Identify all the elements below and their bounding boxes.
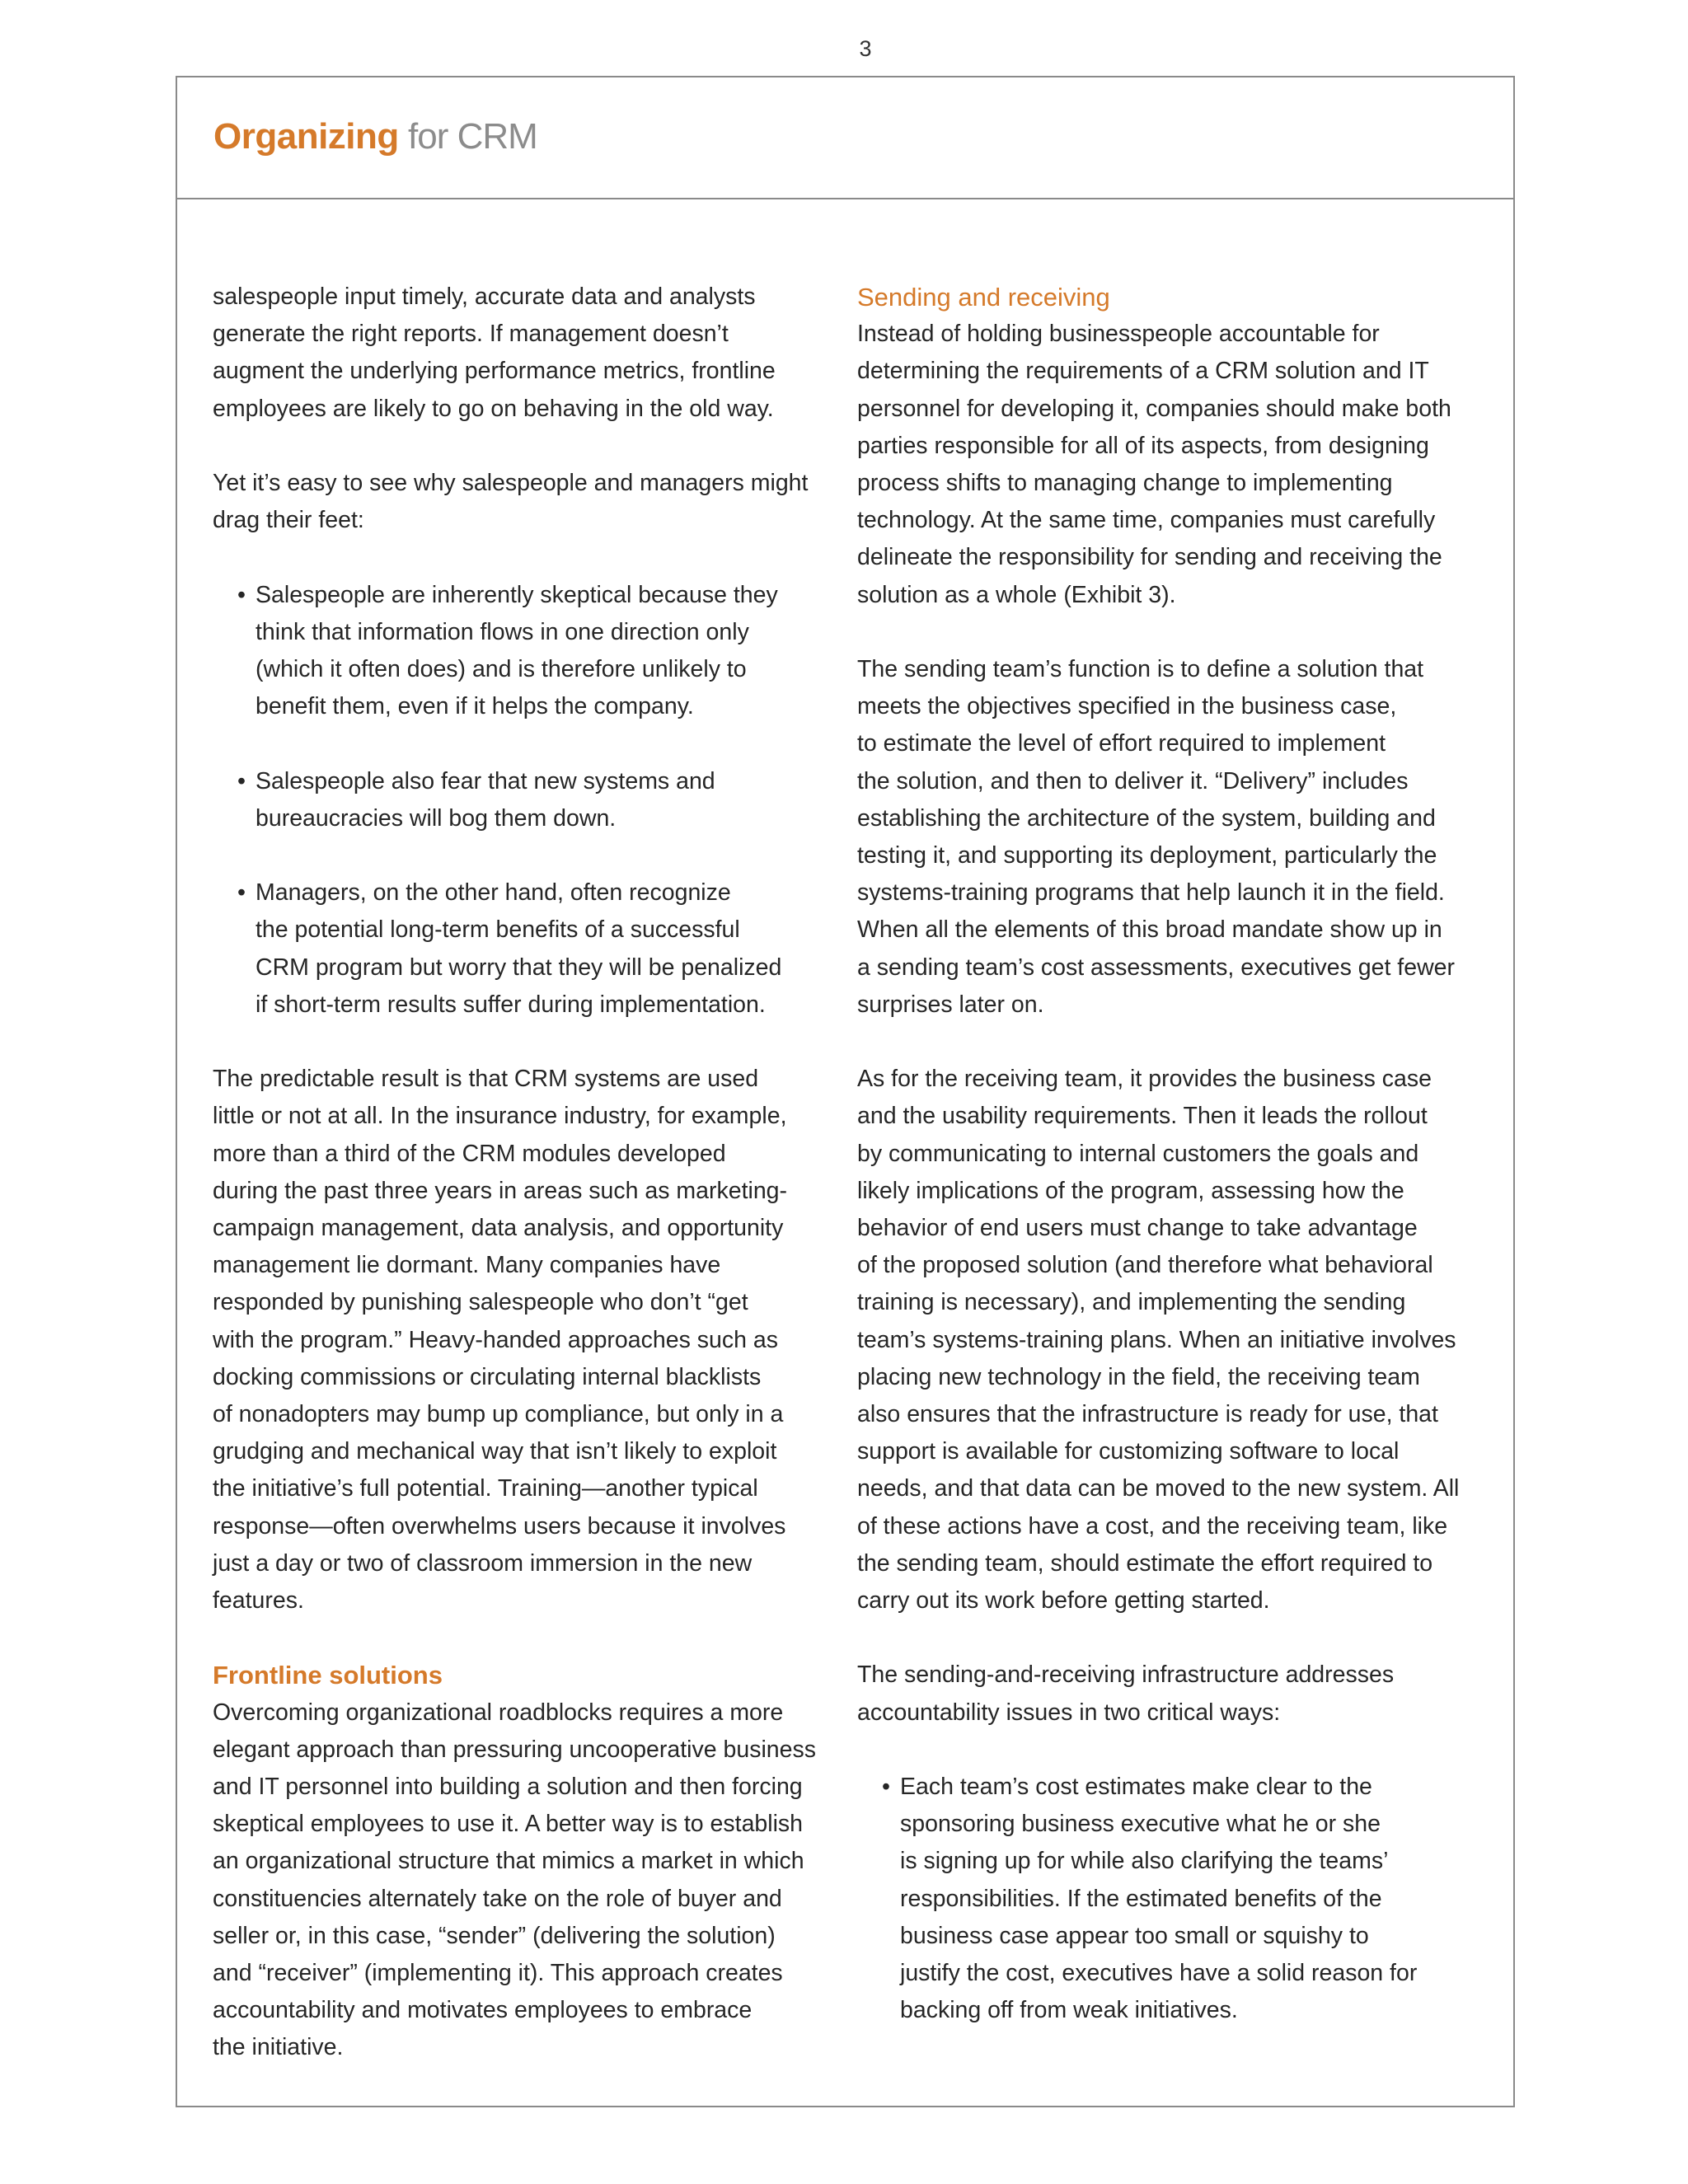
text-line: with the program.” Heavy-handed approaches such as	[213, 1326, 778, 1353]
section-title-light: for CRM	[398, 116, 537, 157]
text-line: campaign management, data analysis, and opportunity	[213, 1215, 784, 1241]
text-line: backing off from weak initiatives.	[900, 1997, 1238, 2024]
text-line: to estimate the level of effort required to implement	[857, 730, 1386, 757]
text-line: establishing the architecture of the system, building and	[857, 804, 1436, 832]
text-line: responded by punishing salespeople who don’t “get	[213, 1289, 748, 1316]
text-line: bureaucracies will bog them down.	[256, 804, 617, 832]
text-line: of the proposed solution (and therefore what behavioral	[857, 1252, 1433, 1279]
text-line: parties responsible for all of its aspects, from designing	[857, 432, 1429, 459]
text-line: Managers, on the other hand, often recognize	[256, 879, 731, 907]
text-line: of these actions have a cost, and the receiving team, like	[857, 1512, 1448, 1540]
text-line: and the usability requirements. Then it leads the rollout	[857, 1103, 1428, 1130]
text-line: just a day or two of classroom immersion in the new	[213, 1549, 753, 1577]
text-line: CRM program but worry that they will be penalized	[256, 954, 782, 981]
text-line: Salespeople also fear that new systems and	[256, 767, 715, 794]
page-number: 3	[859, 36, 872, 61]
text-line: Instead of holding businesspeople accountable for	[857, 321, 1380, 348]
text-line: the initiative.	[213, 2034, 344, 2061]
text-line: features.	[213, 1587, 304, 1615]
right-column	[857, 279, 1484, 2067]
text-line: The sending team’s function is to define a solution that	[857, 656, 1424, 683]
paragraph	[857, 1657, 1484, 1731]
text-line: team’s systems-training plans. When an initiative involves	[857, 1326, 1456, 1353]
bullet-item	[213, 874, 823, 1024]
section-title-bold: Organizing	[213, 116, 399, 157]
text-line: augment the underlying performance metrics, frontline	[213, 358, 776, 385]
subheading-sending-and-receiving: Sending and receiving	[857, 283, 1110, 312]
text-line: determining the requirements of a CRM solution and IT	[857, 358, 1429, 385]
text-line: Salespeople are inherently skeptical because they	[256, 581, 778, 608]
bullet-item	[213, 577, 823, 726]
text-line: seller or, in this case, “sender” (delivering the solution)	[213, 1922, 776, 1949]
text-line: carry out its work before getting started.	[857, 1587, 1270, 1615]
text-line: benefit them, even if it helps the company.	[256, 693, 694, 720]
text-line: accountability and motivates employees to embrace	[213, 1997, 753, 2024]
text-line: salespeople input timely, accurate data and analysts	[213, 284, 756, 310]
text-line: training is necessary), and implementing the sending	[857, 1289, 1406, 1316]
text-line: elegant approach than pressuring uncooperative business	[213, 1736, 816, 1763]
text-line: solution as a whole (Exhibit 3).	[857, 581, 1176, 608]
text-line: and IT personnel into building a solution and then forcing	[213, 1774, 803, 1801]
text-line: the solution, and then to deliver it. “Delivery” includes	[857, 767, 1409, 794]
text-line: drag their feet:	[213, 507, 364, 534]
text-line: process shifts to managing change to implementing	[857, 470, 1393, 497]
text-line: The predictable result is that CRM systems are used	[213, 1066, 759, 1093]
paragraph	[857, 1061, 1484, 1619]
paragraph	[213, 465, 823, 539]
text-line: of nonadopters may bump up compliance, but only in a	[213, 1401, 784, 1428]
text-line: needs, and that data can be moved to the new system. All	[857, 1475, 1460, 1502]
text-line: personnel for developing it, companies should make both	[857, 395, 1451, 422]
text-line: When all the elements of this broad mandate show up in	[857, 916, 1442, 944]
text-line: response—often overwhelms users because it involves	[213, 1512, 786, 1540]
section-title	[213, 116, 537, 157]
text-line: meets the objectives specified in the business case,	[857, 693, 1397, 720]
text-line: Yet it’s easy to see why salespeople and managers might	[213, 470, 809, 496]
bullet-item	[857, 1769, 1484, 2029]
paragraph	[213, 1061, 823, 1619]
text-line: justify the cost, executives have a solid reason for	[900, 1960, 1418, 1987]
text-line: grudging and mechanical way that isn’t likely to exploit	[213, 1438, 777, 1465]
text-line: little or not at all. In the insurance industry, for example,	[213, 1103, 787, 1130]
bullet-text	[256, 763, 823, 837]
text-line: also ensures that the infrastructure is ready for use, that	[857, 1401, 1438, 1428]
text-line: Each team’s cost estimates make clear to the	[900, 1774, 1372, 1801]
text-line: support is available for customizing software to local	[857, 1438, 1400, 1465]
bullet-dot: •	[237, 879, 246, 907]
text-line: if short-term results suffer during implementation.	[256, 991, 766, 1018]
text-line: is signing up for while also clarifying the teams’	[900, 1848, 1389, 1875]
text-line: business case appear too small or squishy to	[900, 1922, 1369, 1949]
text-line: likely implications of the program, assessing how the	[857, 1177, 1404, 1204]
text-line: technology. At the same time, companies must carefully	[857, 507, 1436, 534]
text-line: (which it often does) and is therefore unlikely to	[256, 656, 747, 682]
text-line: management lie dormant. Many companies have	[213, 1252, 721, 1279]
text-line: testing it, and supporting its deployment, particularly the	[857, 842, 1437, 869]
text-line: delineate the responsibility for sending and receiving the	[857, 544, 1442, 571]
text-line: responsibilities. If the estimated benefits of the	[900, 1885, 1382, 1912]
text-line: accountability issues in two critical ways:	[857, 1699, 1281, 1726]
text-line: Overcoming organizational roadblocks requires a more	[213, 1699, 784, 1726]
bullet-text	[256, 577, 823, 726]
bullet-dot: •	[882, 1774, 890, 1801]
text-line: think that information flows in one direction only	[256, 618, 749, 645]
subheading-frontline-solutions: Frontline solutions	[213, 1661, 443, 1690]
text-line: surprises later on.	[857, 991, 1044, 1018]
bullet-dot: •	[237, 581, 246, 608]
text-line: docking commissions or circulating internal blacklists	[213, 1363, 762, 1390]
text-line: a sending team’s cost assessments, executives get fewer	[857, 954, 1455, 981]
bullet-text	[900, 1769, 1484, 2029]
text-line: sponsoring business executive what he or she	[900, 1811, 1381, 1838]
bullet-dot: •	[237, 767, 246, 794]
text-line: by communicating to internal customers the goals and	[857, 1140, 1419, 1167]
bullet-text	[256, 874, 823, 1024]
text-line: skeptical employees to use it. A better way is to establish	[213, 1811, 804, 1838]
left-column	[213, 279, 823, 2104]
paragraph	[213, 279, 823, 428]
text-line: The sending-and-receiving infrastructure addresses	[857, 1661, 1395, 1689]
text-line: behavior of end users must change to take advantage	[857, 1215, 1418, 1242]
bullet-item	[213, 763, 823, 837]
text-line: more than a third of the CRM modules developed	[213, 1140, 726, 1167]
text-line: during the past three years in areas such as marketing-	[213, 1177, 788, 1204]
text-line: placing new technology in the field, the receiving team	[857, 1363, 1420, 1390]
header-divider	[177, 198, 1513, 199]
text-line: As for the receiving team, it provides the business case	[857, 1066, 1432, 1093]
text-line: and “receiver” (implementing it). This approach creates	[213, 1960, 783, 1987]
text-line: generate the right reports. If management doesn’t	[213, 321, 729, 348]
text-line: the initiative’s full potential. Training—another typical	[213, 1475, 758, 1502]
text-line: systems-training programs that help launch it in the field.	[857, 879, 1445, 907]
paragraph	[857, 651, 1484, 1024]
text-line: constituencies alternately take on the role of buyer and	[213, 1885, 782, 1912]
text-line: an organizational structure that mimics a market in which	[213, 1848, 804, 1875]
text-line: the sending team, should estimate the effort required to	[857, 1549, 1433, 1577]
text-line: employees are likely to go on behaving in the old way.	[213, 395, 774, 422]
paragraph	[857, 316, 1484, 614]
paragraph	[213, 1694, 823, 2067]
text-line: the potential long-term benefits of a successful	[256, 916, 740, 944]
